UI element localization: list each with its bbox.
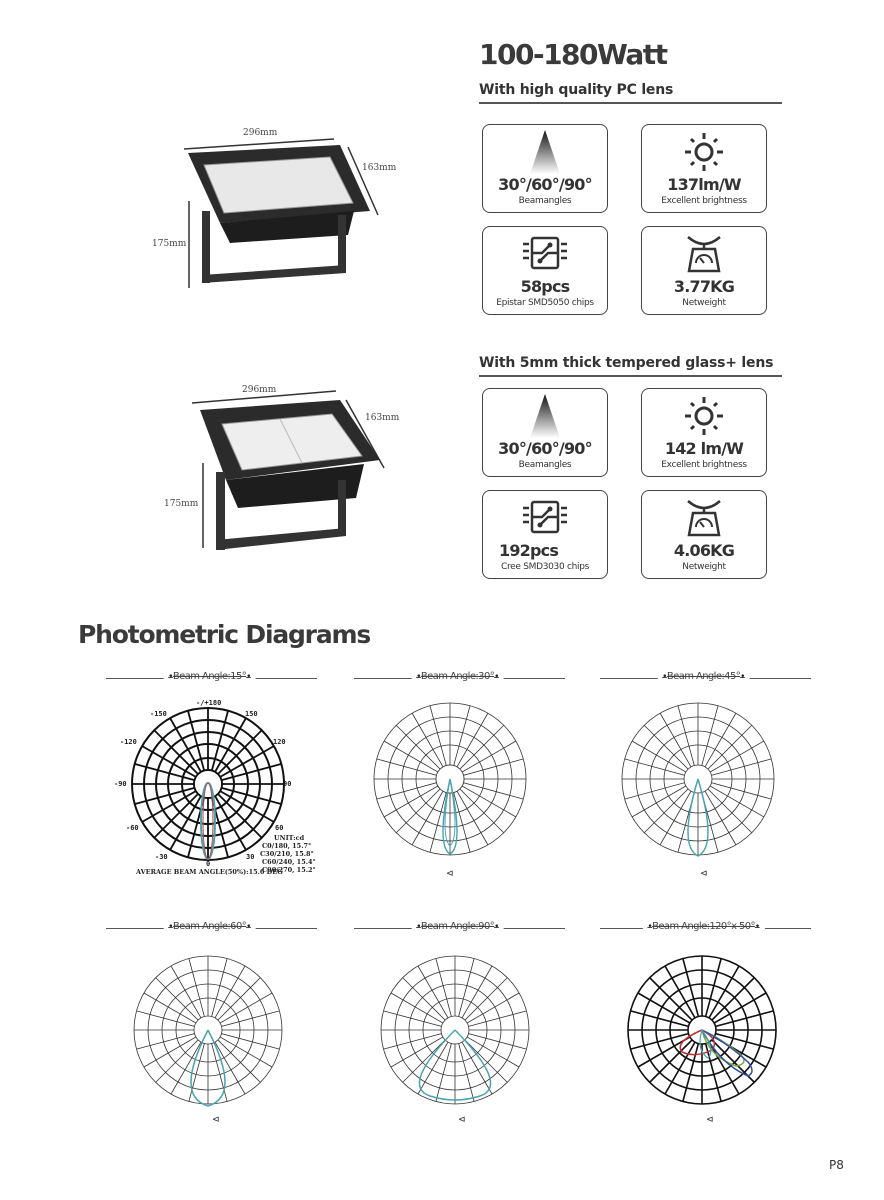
- diagram-label: • Beam Angle:15° •: [163, 671, 256, 682]
- diagram-label: • Beam Angle:60° •: [163, 921, 256, 932]
- card-value: 58pcs: [520, 277, 570, 296]
- card-label: Beamangles: [518, 460, 572, 470]
- svg-text:C0/180, 15.7°: C0/180, 15.7°: [262, 842, 312, 850]
- diagram-label: • Beam Angle:30° •: [411, 671, 504, 682]
- card-value: 192pcs: [499, 541, 559, 560]
- card-value: 30°/60°/90°: [498, 439, 592, 458]
- polar-chart-120x50: [596, 946, 811, 1146]
- card-beam-angles: [482, 388, 608, 477]
- diagram-beam-45: [596, 671, 811, 891]
- card-brightness: [641, 388, 767, 477]
- share-icon: ⊲: [700, 869, 708, 879]
- diagram-beam-60: [102, 921, 317, 1141]
- polar-chart-30: [350, 696, 565, 896]
- card-beam-angles: [482, 124, 608, 213]
- diagram-header: [596, 921, 811, 935]
- svg-text:120: 120: [273, 738, 286, 746]
- polar-chart-15: [102, 696, 317, 896]
- card-brightness: [641, 124, 767, 213]
- svg-text:-/+180: -/+180: [196, 699, 222, 707]
- card-label: Excellent brightness: [661, 460, 747, 470]
- share-icon: ⊲: [458, 1115, 466, 1125]
- dimension-depth: 163mm: [362, 163, 397, 173]
- dimension-height: 175mm: [164, 499, 199, 509]
- glass-lens-heading: With 5mm thick tempered glass+ lens: [479, 355, 782, 377]
- card-label: Beamangles: [518, 196, 572, 206]
- diagram-label: • Beam Angle:45° •: [657, 671, 750, 682]
- svg-text:150: 150: [245, 710, 258, 718]
- svg-text:UNIT:cd: UNIT:cd: [274, 834, 305, 842]
- svg-text:C30/210, 15.8°: C30/210, 15.8°: [260, 850, 314, 858]
- card-value: 4.06KG: [673, 541, 735, 560]
- card-weight: [641, 490, 767, 579]
- svg-text:60: 60: [275, 824, 284, 832]
- product-image-pc-lens: [140, 115, 410, 305]
- dimension-arrows: [140, 115, 410, 305]
- card-value: 30°/60°/90°: [498, 175, 592, 194]
- dimension-width: 296mm: [242, 385, 277, 395]
- photometric-title: Photometric Diagrams: [78, 620, 371, 649]
- svg-text:0: 0: [206, 860, 211, 868]
- svg-text:-90: -90: [114, 780, 127, 788]
- svg-text:C60/240, 15.4°: C60/240, 15.4°: [262, 858, 316, 866]
- diagram-header: [350, 671, 565, 685]
- beam-cone-icon: [483, 393, 607, 439]
- card-label: Netweight: [682, 562, 726, 572]
- polar-chart-60: [102, 946, 317, 1146]
- diagram-header: [102, 921, 317, 935]
- dimension-width: 296mm: [243, 128, 278, 138]
- card-chips: [482, 490, 608, 579]
- card-label: Netweight: [682, 298, 726, 308]
- dimension-height: 175mm: [152, 239, 187, 249]
- card-value: 3.77KG: [673, 277, 735, 296]
- svg-text:30: 30: [246, 853, 255, 861]
- svg-text:-150: -150: [150, 710, 167, 718]
- diagram-label: • Beam Angle:90° •: [411, 921, 504, 932]
- diagram-beam-30: [350, 671, 565, 891]
- svg-text:AVERAGE BEAM ANGLE(50%):15.6 D: AVERAGE BEAM ANGLE(50%):15.6 DEG: [136, 868, 283, 876]
- diagram-header: [596, 671, 811, 685]
- polar-chart-45: [596, 696, 811, 896]
- diagram-header: [102, 671, 317, 685]
- polar-chart-90: [350, 946, 565, 1146]
- pc-lens-heading: With high quality PC lens: [479, 82, 782, 104]
- card-label: Epistar SMD5050 chips: [496, 298, 594, 308]
- card-value: 137lm/W: [667, 175, 741, 194]
- card-value: 142 lm/W: [664, 439, 744, 458]
- diagram-header: [350, 921, 565, 935]
- diagram-beam-120x50: [596, 921, 811, 1141]
- scale-icon: [642, 231, 766, 277]
- card-label: Cree SMD3030 chips: [500, 562, 590, 572]
- svg-text:-120: -120: [120, 738, 137, 746]
- sun-icon: [642, 129, 766, 175]
- beam-cone-icon: [483, 129, 607, 175]
- svg-text:C90/270, 15.2°: C90/270, 15.2°: [262, 866, 316, 874]
- sun-icon: [642, 393, 766, 439]
- diagram-beam-90: [350, 921, 565, 1141]
- share-icon: ⊲: [212, 1115, 220, 1125]
- dimension-arrows: [150, 380, 420, 570]
- wattage-title: 100-180Watt: [479, 38, 667, 71]
- chip-icon: [483, 495, 607, 541]
- diagram-beam-15: [102, 671, 317, 891]
- product-image-glass-lens: [150, 380, 420, 570]
- page-number: P8: [829, 1158, 844, 1172]
- svg-text:-30: -30: [155, 853, 168, 861]
- card-weight: [641, 226, 767, 315]
- svg-text:90: 90: [283, 780, 292, 788]
- card-chips: [482, 226, 608, 315]
- scale-icon: [642, 495, 766, 541]
- dimension-depth: 163mm: [365, 413, 400, 423]
- card-label: Excellent brightness: [661, 196, 747, 206]
- share-icon: ⊲: [706, 1115, 714, 1125]
- share-icon: ⊲: [446, 869, 454, 879]
- diagram-label: • Beam Angle:120°x 50° •: [642, 921, 764, 932]
- svg-text:-60: -60: [126, 824, 139, 832]
- chip-icon: [483, 231, 607, 277]
